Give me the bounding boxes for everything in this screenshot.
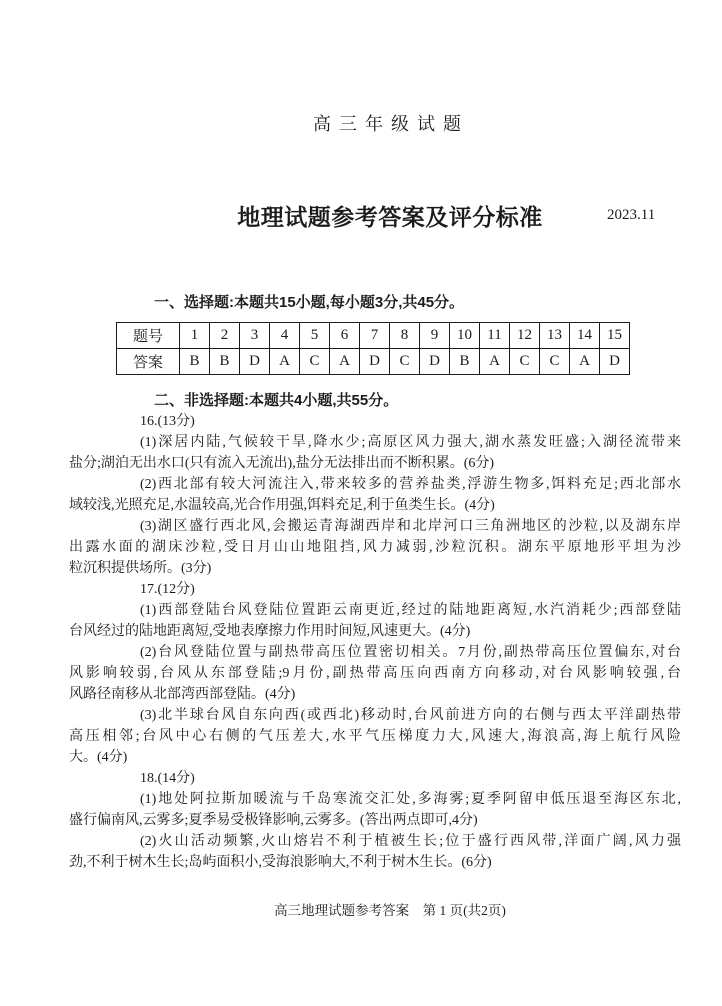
table-cell: B <box>210 349 240 375</box>
answer-body-text <box>69 390 681 873</box>
table-cell: 10 <box>450 323 480 349</box>
table-cell: D <box>240 349 270 375</box>
body-line: 粒沉积提供场所。(3分) <box>69 561 212 576</box>
table-cell: C <box>540 349 570 375</box>
table-cell: D <box>420 349 450 375</box>
choice-section-heading: 一、选择题:本题共15小题,每小题3分,共45分。 <box>154 294 465 311</box>
table-cell: A <box>270 349 300 375</box>
table-cell: 2 <box>210 323 240 349</box>
table-cell: D <box>600 349 630 375</box>
body-line: (2)火山活动频繁,火山熔岩不利于植被生长;位于盛行西风带,洋面广阔,风力强 <box>140 834 681 849</box>
body-line: (3)湖区盛行西北风,会搬运青海湖西岸和北岸河口三角洲地区的沙粒,以及湖东岸 <box>140 519 681 534</box>
body-line: (1)深居内陆,气候较干旱,降水少;高原区风力强大,湖水蒸发旺盛;入湖径流带来 <box>140 435 681 450</box>
body-line: 风路径南移从北部湾西部登陆。(4分) <box>69 687 296 702</box>
page-footer: 高三地理试题参考答案 第 1 页(共2页) <box>274 903 506 918</box>
table-cell: 14 <box>570 323 600 349</box>
table-cell: D <box>360 349 390 375</box>
table-cell: 3 <box>240 323 270 349</box>
table-cell: 4 <box>270 323 300 349</box>
body-line: (1)西部登陆台风登陆位置距云南更近,经过的陆地距离短,水汽消耗少;西部登陆 <box>140 603 681 618</box>
body-line: 17.(12分) <box>140 582 195 597</box>
table-cell: 11 <box>480 323 510 349</box>
body-line: 高压相邻;台风中心右侧的气压差大,水平气压梯度力大,风速大,海浪高,海上航行风险 <box>69 729 681 744</box>
row-label-cell: 答案 <box>117 349 180 375</box>
table-cell: 6 <box>330 323 360 349</box>
answer-row <box>117 349 630 375</box>
question-number-row <box>117 323 630 349</box>
body-line: 大。(4分) <box>69 750 128 765</box>
body-line: (3)北半球台风自东向西(或西北)移动时,台风前进方向的右侧与西太平洋副热带 <box>140 708 681 723</box>
table-cell: 15 <box>600 323 630 349</box>
table-cell: C <box>300 349 330 375</box>
body-line: (2)西北部有较大河流注入,带来较多的营养盐类,浮游生物多,饵料充足;西北部水 <box>140 477 681 492</box>
table-cell: 13 <box>540 323 570 349</box>
doc-title: 地理试题参考答案及评分标准 <box>237 205 543 230</box>
body-line: 出露水面的湖床沙粒,受日月山山地阻挡,风力减弱,沙粒沉积。湖东平原地形平坦为沙 <box>69 540 681 555</box>
table-cell: C <box>390 349 420 375</box>
table-cell: C <box>510 349 540 375</box>
table-cell: A <box>480 349 510 375</box>
table-cell: A <box>570 349 600 375</box>
body-line: 16.(13分) <box>140 414 195 429</box>
table-cell: 5 <box>300 323 330 349</box>
body-line: 域较浅,光照充足,水温较高,光合作用强,饵料充足,利于鱼类生长。(4分) <box>69 498 495 513</box>
row-label-cell: 题号 <box>117 323 180 349</box>
doc-date: 2023.11 <box>607 207 656 223</box>
answer-key-table-body <box>117 323 630 375</box>
table-cell: 1 <box>180 323 210 349</box>
table-cell: A <box>330 349 360 375</box>
table-cell: 12 <box>510 323 540 349</box>
table-cell: 8 <box>390 323 420 349</box>
body-line: 风影响较弱,台风从东部登陆;9月份,副热带高压向西南方向移动,对台风影响较强,台 <box>69 666 681 681</box>
body-line: 台风经过的陆地距离短,受地表摩擦力作用时间短,风速更大。(4分) <box>69 624 471 639</box>
table-cell: 9 <box>420 323 450 349</box>
body-line: 18.(14分) <box>140 771 195 786</box>
body-line: 盐分;湖泊无出水口(只有流入无流出),盐分无法排出而不断积累。(6分) <box>69 456 495 471</box>
body-line: 盛行偏南风,云雾多;夏季易受极锋影响,云雾多。(答出两点即可,4分) <box>69 813 478 828</box>
body-line: (1)地处阿拉斯加暖流与千岛寒流交汇处,多海雾;夏季阿留申低压退至海区东北, <box>140 792 681 807</box>
answer-key-table <box>116 322 630 375</box>
table-cell: 7 <box>360 323 390 349</box>
grade-title: 高三年级试题 <box>313 114 469 134</box>
body-line: 劲,不利于树木生长;岛屿面积小,受海浪影响大,不利于树木生长。(6分) <box>69 855 492 870</box>
body-line: (2)台风登陆位置与副热带高压位置密切相关。7月份,副热带高压位置偏东,对台 <box>140 645 681 660</box>
table-cell: B <box>450 349 480 375</box>
table-cell: B <box>180 349 210 375</box>
section-heading-line: 二、非选择题:本题共4小题,共55分。 <box>154 392 399 409</box>
